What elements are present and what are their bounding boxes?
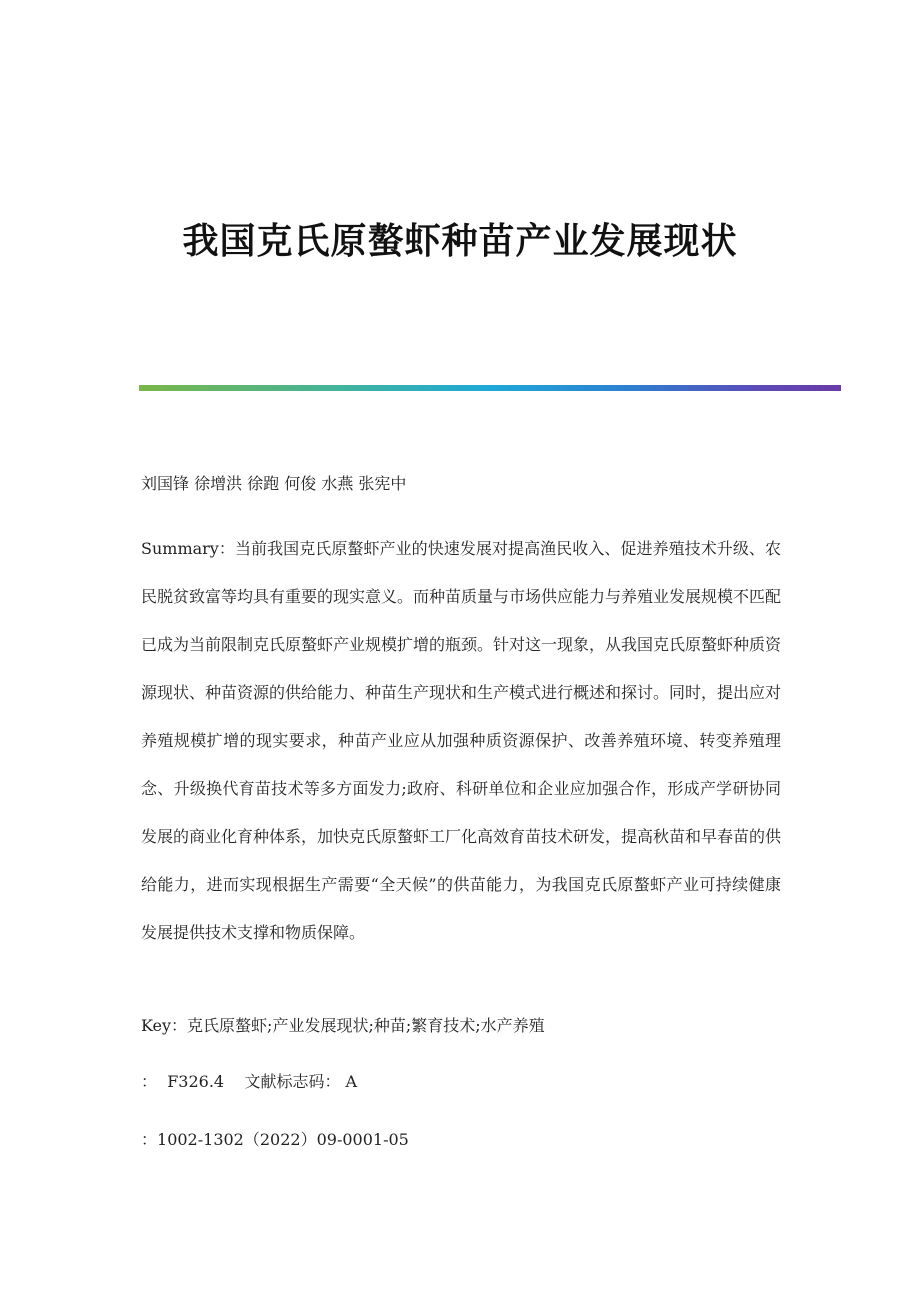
keywords-label: Key： [141,1016,188,1035]
abstract [141,525,781,957]
abstract-text: 当前我国克氏原螯虾产业的快速发展对提高渔民收入、促进养殖技术升级、农民脱贫致富等均具有重要的现实意义。而种苗质量与市场供应能力与养殖业发展规模不匹配已成为当前限制克氏原螯虾产业规模扩增的瓶颈。针对这一现象，从我国克氏原螯虾种质资源现状、种苗资源的供给能力、种苗生产现状和生产模式进行概述和探讨。同时，提出应对养殖规模扩增的现实要求，种苗产业应从加强种质资源保护、改善养殖环境、转变养殖理念、升级换代育苗技术等多方面发力;政府、科研单位和企业应加强合作，形成产学研协同发展的商业化育种体系，加快克氏原螯虾工厂化高效育苗技术研发，提高秋苗和早春苗的供给能力，进而实现根据生产需要“全天候”的供苗能力，为我国克氏原螯虾产业可持续健康发展提供技术支撑和物质保障。 [141,539,782,942]
classification-prefix: ： [141,1072,158,1091]
paper-title: 我国克氏原螯虾种苗产业发展现状 [182,220,738,262]
title-divider [139,385,841,391]
author-list: 刘国锋 徐增洪 徐跑 何俊 水燕 张宪中 [141,474,407,493]
classification-line [141,1068,357,1096]
article-number-line [141,1126,409,1154]
article-number: 1002-1302（2022）09-0001-05 [157,1130,409,1149]
classification-code: F326.4 [167,1072,225,1091]
keywords [141,1012,545,1040]
document-code-label: 文献标志码： [244,1072,341,1091]
abstract-label: Summary： [141,539,235,558]
document-code: A [345,1072,358,1091]
article-number-prefix: ： [141,1130,158,1149]
keywords-text: 克氏原螯虾;产业发展现状;种苗;繁育技术;水产养殖 [187,1016,545,1035]
